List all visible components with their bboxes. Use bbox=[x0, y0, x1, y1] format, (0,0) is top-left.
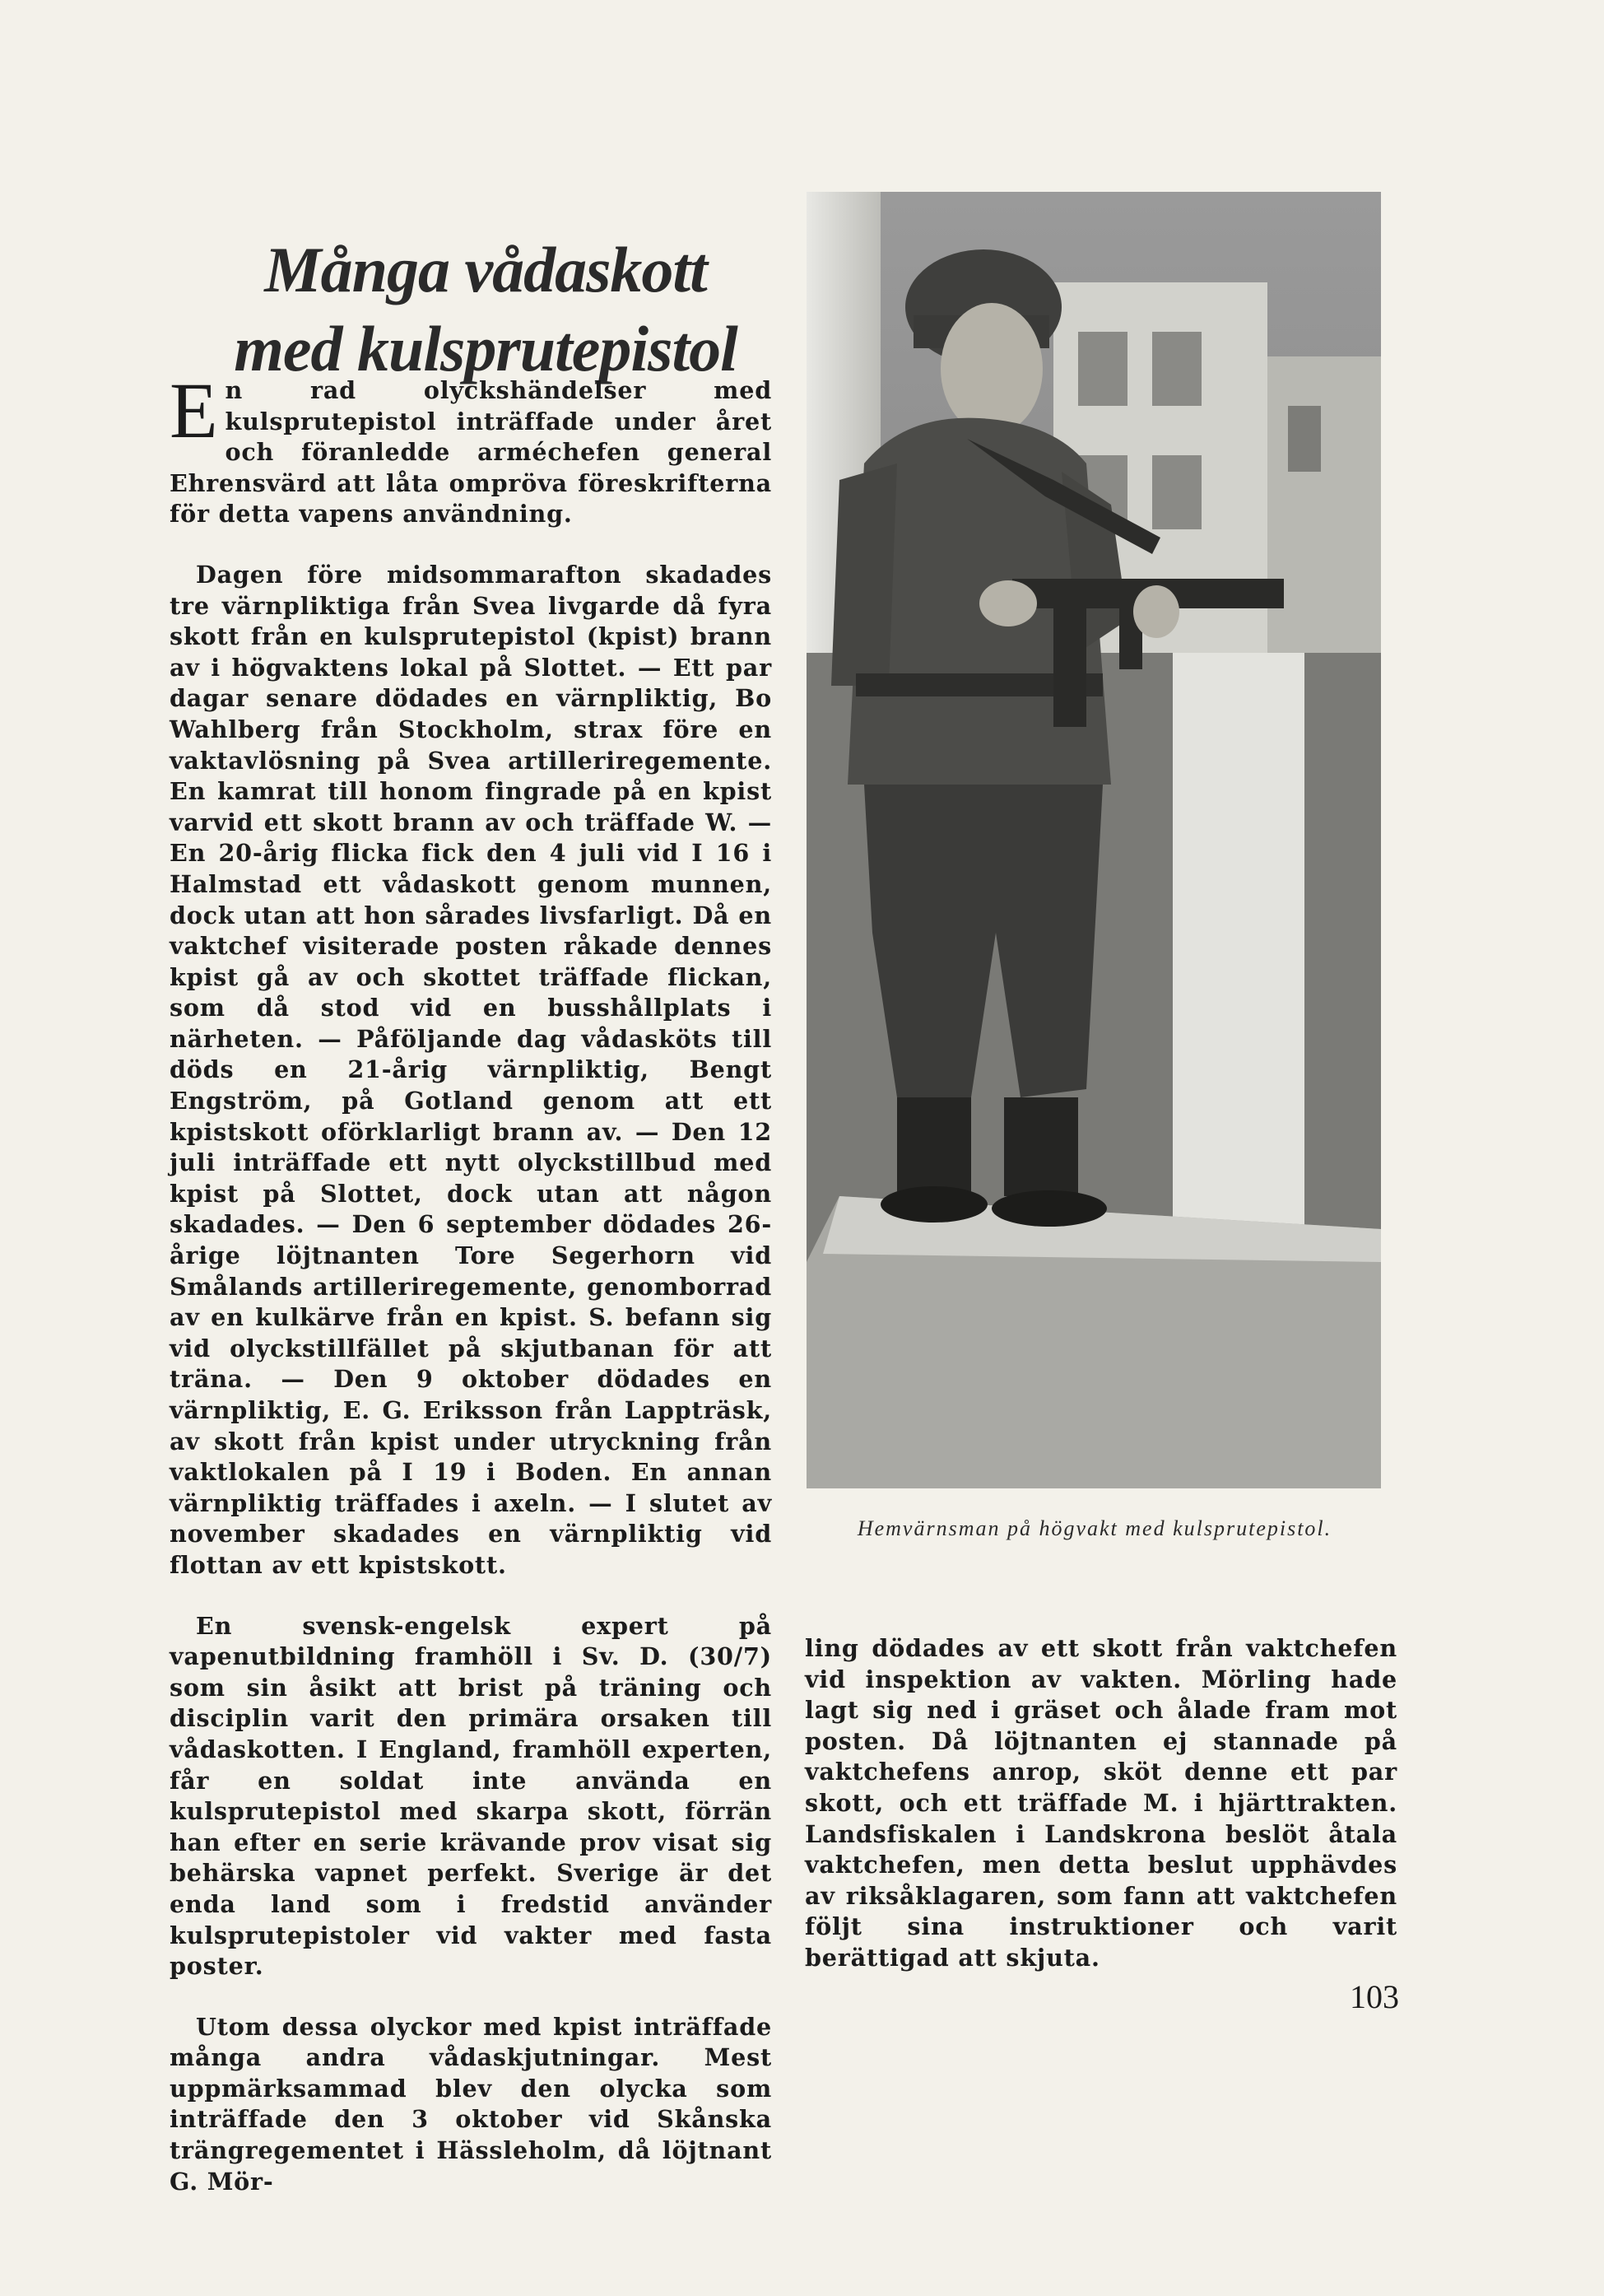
title-line-2: med kulsprutepistol bbox=[234, 313, 737, 385]
title-line-1: Många vådaskott bbox=[264, 234, 707, 306]
soldier-photo bbox=[807, 192, 1381, 1488]
left-column bbox=[170, 366, 772, 2227]
lead-text: n rad olyckshändelser med kulsprutepistol inträffade under året och föranledde arméchefen general Ehrensvärd att låta ompröva föreskrifterna för detta vapens användning. bbox=[170, 376, 772, 529]
right-column bbox=[805, 1633, 1397, 1974]
paragraph-continued: ling dödades av ett skott från vaktchefen vid inspektion av vakten. Mörling hade lagt sig ned i gräset och ålade fram mot posten. Då löjtnanten ej stannade på vaktchefens anrop, sköt denne ett par skott, och ett träffade M. i hjärttrakten. Landsfiskalen i Landskrona beslöt åtala vaktchefen, men detta beslut upphävdes av riksåklagaren, som fann att vaktchefen följt sina instruktioner och varit berättigad att skjuta. bbox=[805, 1634, 1397, 1972]
lead-paragraph bbox=[170, 366, 772, 530]
page-number: 103 bbox=[1350, 1978, 1399, 2015]
paragraph-accidents: Dagen före midsommarafton skadades tre värnpliktiga från Svea livgarde då fyra skott från en kulsprutepistol (kpist) brann av i högvaktens lokal på Slottet. — Ett par dagar senare dödades en värnpliktig, Bo Wahlberg från Stockholm, strax före en vaktavlösning på Svea artilleriregemente. En kamrat till honom fingrade på en kpist varvid ett skott brann av och träffade W. — En 20-årig flicka fick den 4 juli vid I 16 i Halmstad ett vådaskott genom munnen, dock utan att hon sårades livsfarligt. Då en vaktchef visiterade posten råkade dennes kpist gå av och skottet träffade flickan, som då stod vid en busshållplats i närheten. — Påföljande dag vådasköts till döds en 21-årig värnpliktig, Bengt Engström, på Gotland genom att ett kpistskott oförklarligt brann av. — Den 12 juli inträffade ett nytt olyckstillbud med kpist på Slottet, dock utan att någon skadades. — Den 6 september dödades 26-årige löjtnanten Tore Segerhorn vid Smålands artilleriregemente, genomborrad av en kulkärve från en kpist. S. befann sig vid olyckstillfället på skjutbanan för att träna. — Den 9 oktober dödades en värnpliktig, E. G. Eriksson från Lappträsk, av skott från kpist under utryckning från vaktlokalen på I 19 i Boden. En annan värnpliktig träffades i axeln. — I slutet av november skadades en värnpliktig vid flottan av ett kpistskott. bbox=[170, 560, 772, 1579]
drop-cap: E bbox=[170, 366, 219, 454]
photo-caption: Hemvärnsman på högvakt med kulsprutepistol. bbox=[857, 1516, 1332, 1540]
paragraph-expert: En svensk-engelsk expert på vapenutbildning framhöll i Sv. D. (30/7) som sin åsikt att brist på träning och disciplin varit den primära orsaken till vådaskotten. I England, framhöll experten, får en soldat inte använda en kulsprutepistol med skarpa skott, förrän han efter en serie krävande prov visat sig behärska vapnet perfekt. Sverige är det enda land som i fredstid använder kulsprutepistoler vid vakter med fasta poster. bbox=[170, 1611, 772, 1981]
paragraph-other-accidents: Utom dessa olyckor med kpist inträffade många andra vådaskjutningar. Mest uppmärksammad blev den olycka som inträffade den 3 oktober vid Skånska trängregementet i Hässleholm, då löjtnant G. Mör- bbox=[170, 2012, 772, 2196]
article-title bbox=[214, 231, 757, 389]
